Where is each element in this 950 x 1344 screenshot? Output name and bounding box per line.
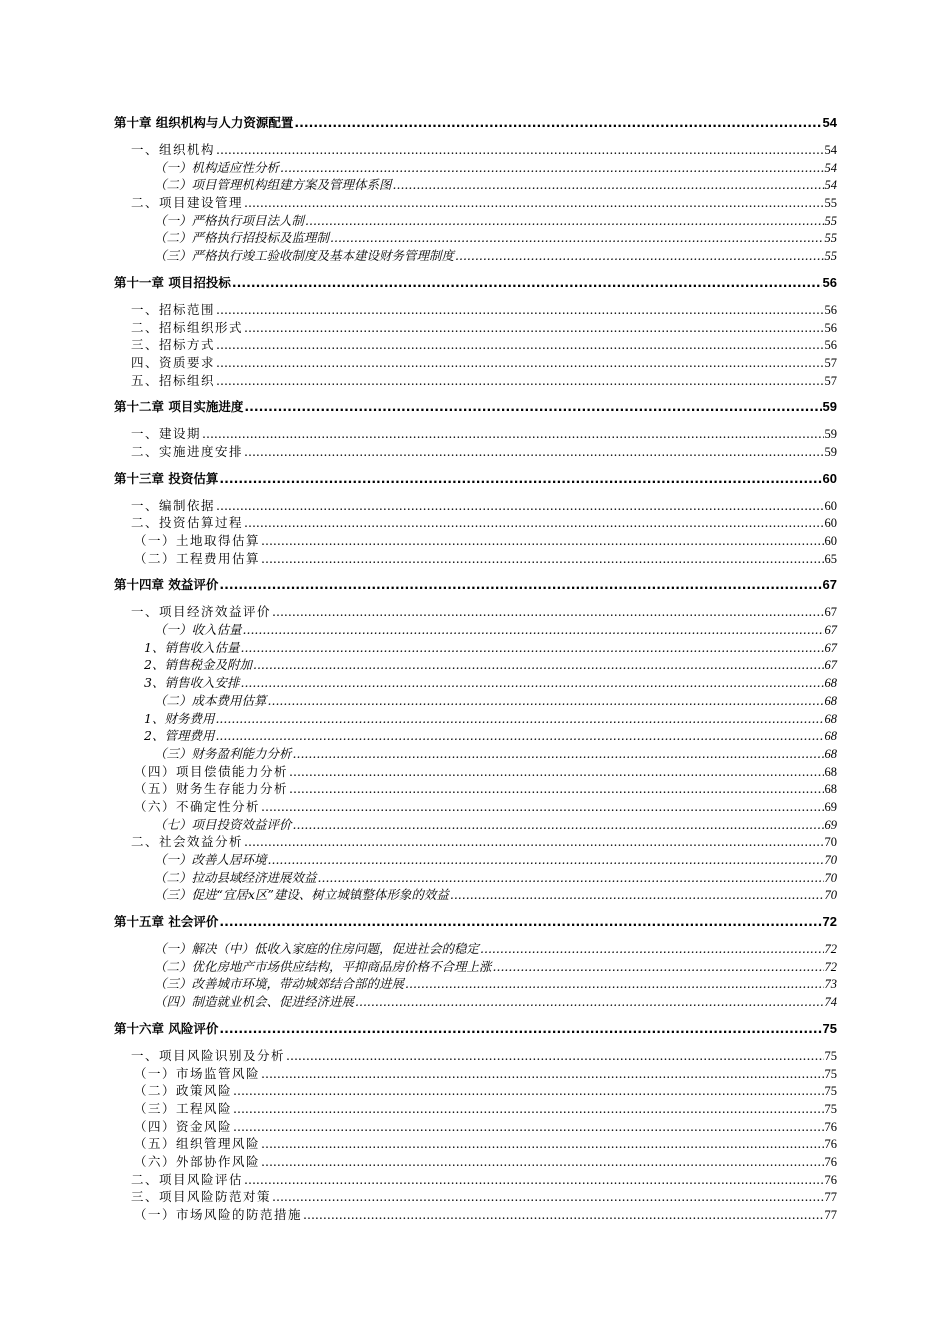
toc-page-number: 76 — [824, 1172, 837, 1187]
dot-leader — [216, 337, 823, 352]
toc-entry[interactable] — [114, 815, 837, 833]
toc-entry[interactable] — [114, 496, 837, 514]
dot-leader — [219, 914, 821, 929]
toc-entry-title: 第十章 组织机构与人力资源配置 — [114, 115, 294, 130]
dot-leader — [202, 426, 823, 441]
dot-leader — [493, 959, 824, 974]
toc-entry-title: （四）资金风险 — [134, 1118, 233, 1134]
toc-page-number: 57 — [824, 373, 837, 388]
toc-page-number: 75 — [824, 1084, 837, 1099]
toc-chapter-entry[interactable] — [114, 273, 837, 291]
toc-page-number: 56 — [822, 274, 837, 290]
dot-leader — [293, 746, 824, 761]
dot-leader — [240, 675, 823, 690]
toc-page-number: 70 — [824, 888, 837, 903]
toc-page-number: 72 — [822, 914, 837, 930]
dot-leader — [240, 640, 823, 655]
dot-leader — [219, 577, 821, 592]
dot-leader — [244, 320, 823, 335]
toc-entry[interactable] — [114, 549, 837, 567]
toc-entry-title: （五）财务生存能力分析 — [134, 781, 289, 797]
toc-entry[interactable] — [114, 655, 837, 673]
toc-entry[interactable] — [114, 868, 837, 886]
toc-entry-title: （七）项目投资效益评价 — [154, 816, 292, 832]
toc-entry[interactable] — [114, 1099, 837, 1117]
toc-entry[interactable] — [114, 424, 837, 442]
dot-leader — [303, 1207, 823, 1222]
toc-entry-title: 二、项目建设管理 — [131, 195, 244, 211]
toc-entry-title: （二）拉动县域经济进展效益 — [154, 869, 317, 885]
toc-entry[interactable] — [114, 885, 837, 903]
toc-entry-title: （三）严格执行竣工验收制度及基本建设财务管理制度 — [154, 248, 455, 264]
toc-page-number: 54 — [824, 143, 837, 157]
toc-entry-title: 第十三章 投资估算 — [114, 470, 219, 486]
toc-entry[interactable] — [114, 211, 837, 229]
toc-page-number: 54 — [824, 178, 837, 193]
toc-entry-title: 第十五章 社会评价 — [114, 914, 219, 930]
toc-page-number: 68 — [824, 676, 837, 691]
toc-chapter-entry[interactable] — [114, 113, 837, 131]
toc-page-number: 76 — [824, 1154, 837, 1169]
toc-page-number: 75 — [824, 1048, 837, 1063]
toc-page-number: 55 — [824, 231, 837, 246]
toc-page-number: 77 — [824, 1208, 837, 1222]
toc-entry[interactable] — [114, 620, 837, 638]
toc-page-number: 59 — [824, 444, 837, 459]
toc-page-number: 69 — [824, 817, 837, 832]
toc-entry-title: （二）工程费用估算 — [134, 550, 261, 566]
dot-leader — [355, 994, 823, 1009]
dot-leader — [216, 355, 823, 370]
toc-entry-title: 四、资质要求 — [131, 354, 216, 370]
toc-entry[interactable] — [114, 744, 837, 762]
toc-entry-title: 二、项目风险评估 — [131, 1171, 244, 1187]
toc-entry-title: （三）促进“宜居x区”建设、树立城镇整体形象的效益 — [154, 887, 449, 903]
toc-entry-title: 1、销售收入估量 — [144, 639, 240, 655]
toc-entry[interactable] — [114, 709, 837, 727]
toc-page-number: 76 — [824, 1137, 837, 1152]
toc-entry[interactable] — [114, 353, 837, 371]
toc-entry[interactable] — [114, 1081, 837, 1099]
toc-entry[interactable] — [114, 939, 837, 957]
toc-chapter-entry[interactable] — [114, 397, 837, 415]
toc-entry-title: （一）土地取得估算 — [134, 533, 261, 548]
dot-leader — [244, 1172, 823, 1187]
toc-page-number: 67 — [824, 640, 837, 655]
dot-leader — [268, 852, 824, 867]
toc-entry-title: 一、组织机构 — [131, 142, 216, 157]
toc-page-number: 54 — [824, 160, 837, 175]
toc-entry[interactable] — [114, 531, 837, 549]
toc-page-number: 68 — [824, 782, 837, 797]
dot-leader — [305, 213, 823, 228]
toc-entry-title: 第十一章 项目招投标 — [114, 274, 231, 290]
dot-leader — [455, 248, 823, 263]
toc-entry-title: （二）政策风险 — [134, 1083, 233, 1099]
dot-leader — [215, 711, 823, 726]
toc-entry[interactable] — [114, 158, 837, 176]
toc-entry-title: 二、实施进度安排 — [131, 443, 244, 459]
dot-leader — [216, 373, 823, 388]
toc-entry-title: 三、项目风险防范对策 — [131, 1189, 272, 1205]
toc-entry-title: （三）财务盈利能力分析 — [154, 745, 292, 761]
dot-leader — [244, 444, 823, 459]
toc-page-number: 68 — [824, 764, 837, 779]
toc-page-number: 56 — [824, 302, 837, 317]
toc-entry-title: （一）市场风险的防范措施 — [134, 1207, 303, 1222]
toc-entry[interactable] — [114, 140, 837, 158]
toc-chapter-entry[interactable] — [114, 469, 837, 487]
toc-page-number: 60 — [822, 470, 837, 486]
toc-entry[interactable] — [114, 957, 837, 975]
dot-leader — [280, 160, 823, 175]
toc-chapter-entry[interactable] — [114, 912, 837, 930]
toc-entry-title: （一）收入估量 — [154, 622, 242, 638]
toc-entry[interactable] — [114, 779, 837, 797]
toc-entry-title: （二）项目管理机构组建方案及管理体系图 — [154, 177, 392, 193]
dot-leader — [289, 764, 823, 779]
toc-entry[interactable] — [114, 371, 837, 389]
dot-leader — [318, 870, 824, 885]
dot-leader — [233, 1119, 823, 1134]
dot-leader — [268, 693, 824, 708]
dot-leader — [286, 1048, 823, 1063]
toc-chapter-entry[interactable] — [114, 575, 837, 593]
dot-leader — [233, 1083, 823, 1098]
toc-page-number: 72 — [824, 942, 837, 957]
toc-page-number: 68 — [824, 711, 837, 726]
dot-leader — [244, 834, 823, 849]
toc-page-number: 67 — [822, 577, 837, 593]
toc-page-number: 73 — [824, 977, 837, 992]
toc-page-number: 76 — [824, 1119, 837, 1134]
table-of-contents — [114, 113, 837, 1223]
dot-leader — [244, 515, 823, 530]
toc-page-number: 55 — [824, 249, 837, 264]
dot-leader — [450, 887, 824, 902]
toc-entry[interactable] — [114, 318, 837, 336]
toc-page-number: 74 — [824, 995, 837, 1010]
dot-leader — [216, 142, 823, 157]
toc-entry[interactable] — [114, 335, 837, 353]
toc-entry[interactable] — [114, 1134, 837, 1152]
toc-entry[interactable] — [114, 832, 837, 850]
toc-page-number: 70 — [824, 835, 837, 850]
toc-page-number: 70 — [824, 853, 837, 867]
toc-entry-title: （一）严格执行项目法人制 — [154, 212, 305, 228]
toc-page-number: 57 — [824, 355, 837, 370]
toc-page-number: 56 — [824, 338, 837, 353]
toc-page-number: 67 — [824, 658, 837, 673]
dot-leader — [253, 657, 824, 672]
toc-entry-title: 五、招标组织 — [131, 372, 216, 388]
toc-page-number: 70 — [824, 870, 837, 885]
dot-leader — [294, 115, 821, 130]
toc-entry-title: 3、销售收入安排 — [144, 675, 240, 691]
toc-entry[interactable] — [114, 442, 837, 460]
toc-entry-title: （一）改善人居环境 — [154, 852, 267, 867]
dot-leader — [261, 1136, 823, 1151]
dot-leader — [261, 533, 823, 548]
toc-entry-title: 2、销售税金及附加 — [144, 657, 252, 673]
dot-leader — [261, 1154, 823, 1169]
toc-entry-title: 一、项目经济效益评价 — [131, 604, 272, 620]
toc-page-number: 68 — [824, 693, 837, 708]
dot-leader — [215, 728, 823, 743]
toc-entry[interactable] — [114, 513, 837, 531]
toc-page-number: 68 — [824, 746, 837, 761]
toc-entry-title: 二、社会效益分析 — [131, 834, 244, 850]
toc-entry[interactable] — [114, 850, 837, 868]
toc-entry[interactable] — [114, 1152, 837, 1170]
dot-leader — [216, 498, 823, 513]
dot-leader — [289, 781, 823, 796]
dot-leader — [219, 1021, 821, 1036]
toc-page-number: 60 — [824, 516, 837, 531]
toc-page-number: 75 — [824, 1101, 837, 1116]
dot-leader — [243, 622, 824, 637]
toc-entry[interactable] — [114, 228, 837, 246]
toc-entry-title: 二、招标组织形式 — [131, 319, 244, 335]
toc-page-number: 55 — [824, 213, 837, 228]
toc-entry-title: 2、管理费用 — [144, 728, 215, 744]
toc-entry[interactable] — [114, 602, 837, 620]
toc-entry-title: 第十二章 项目实施进度 — [114, 399, 244, 415]
toc-entry[interactable] — [114, 762, 837, 780]
toc-entry-title: （一）市场监管风险 — [134, 1065, 261, 1081]
dot-leader — [272, 1189, 823, 1204]
toc-entry-title: （六）外部协作风险 — [134, 1153, 261, 1169]
toc-entry[interactable] — [114, 1170, 837, 1188]
toc-entry-title: （五）组织管理风险 — [134, 1136, 261, 1152]
toc-page-number: 72 — [824, 959, 837, 974]
dot-leader — [216, 302, 823, 317]
toc-entry[interactable] — [114, 1187, 837, 1205]
toc-page-number: 60 — [824, 534, 837, 548]
dot-leader — [480, 941, 823, 956]
toc-entry[interactable] — [114, 1205, 837, 1223]
dot-leader — [244, 195, 823, 210]
toc-page-number: 54 — [822, 115, 837, 130]
dot-leader — [232, 275, 822, 290]
toc-entry-title: （六）不确定性分析 — [134, 798, 261, 814]
toc-entry[interactable] — [114, 638, 837, 656]
toc-entry[interactable] — [114, 1117, 837, 1135]
toc-entry-title: （二）成本费用估算 — [154, 692, 267, 708]
dot-leader — [261, 551, 823, 566]
toc-entry-title: 二、投资估算过程 — [131, 515, 244, 531]
toc-chapter-entry[interactable] — [114, 1019, 837, 1037]
dot-leader — [261, 799, 823, 814]
toc-entry-title: （四）制造就业机会、促进经济进展 — [154, 994, 355, 1010]
toc-entry-title: （四）项目偿债能力分析 — [134, 763, 289, 779]
toc-entry[interactable] — [114, 1064, 837, 1082]
toc-entry-title: 一、项目风险识别及分析 — [131, 1047, 286, 1063]
toc-entry[interactable] — [114, 974, 837, 992]
dot-leader — [272, 604, 823, 619]
dot-leader — [330, 230, 823, 245]
toc-page-number: 77 — [824, 1190, 837, 1205]
toc-entry-title: （一）解决（中）低收入家庭的住房问题，促进社会的稳定 — [154, 941, 480, 957]
toc-entry-title: （三）改善城市环境，带动城郊结合部的进展 — [154, 976, 405, 992]
dot-leader — [244, 399, 821, 414]
toc-entry[interactable] — [114, 175, 837, 193]
dot-leader — [393, 177, 824, 192]
toc-page-number: 68 — [824, 729, 837, 744]
toc-page-number: 75 — [824, 1066, 837, 1081]
dot-leader — [261, 1066, 823, 1081]
toc-page-number: 56 — [824, 320, 837, 335]
toc-page-number: 75 — [822, 1020, 837, 1036]
toc-entry-title: 一、编制依据 — [131, 497, 216, 513]
dot-leader — [293, 817, 824, 832]
toc-page-number: 67 — [824, 623, 837, 638]
toc-entry-title: （一）机构适应性分析 — [154, 159, 280, 175]
dot-leader — [405, 976, 823, 991]
toc-page-number: 59 — [822, 399, 837, 415]
toc-entry-title: 三、招标方式 — [131, 337, 216, 353]
toc-entry-title: 第十四章 效益评价 — [114, 577, 219, 593]
toc-entry[interactable] — [114, 797, 837, 815]
dot-leader — [219, 471, 821, 486]
toc-entry[interactable] — [114, 992, 837, 1010]
toc-entry[interactable] — [114, 726, 837, 744]
toc-entry[interactable] — [114, 691, 837, 709]
toc-page-number: 55 — [824, 196, 837, 211]
toc-entry[interactable] — [114, 246, 837, 264]
toc-entry-title: 第十六章 风险评价 — [114, 1020, 219, 1036]
toc-page-number: 69 — [824, 799, 837, 814]
toc-entry[interactable] — [114, 673, 837, 691]
toc-entry-title: （三）工程风险 — [134, 1100, 233, 1116]
toc-page-number: 60 — [824, 498, 837, 513]
toc-entry-title: 一、招标范围 — [131, 301, 216, 317]
dot-leader — [233, 1101, 823, 1116]
toc-entry-title: 一、建设期 — [131, 426, 202, 442]
toc-entry[interactable] — [114, 300, 837, 318]
toc-entry-title: 1、财务费用 — [144, 710, 215, 726]
toc-page-number: 65 — [824, 551, 837, 566]
toc-page-number: 59 — [824, 427, 837, 442]
toc-page-number: 67 — [824, 605, 837, 620]
toc-entry[interactable] — [114, 1046, 837, 1064]
toc-entry-title: （二）严格执行招投标及监理制 — [154, 230, 330, 246]
toc-entry[interactable] — [114, 193, 837, 211]
toc-entry-title: （二）优化房地产市场供应结构，平抑商品房价格不合理上涨 — [154, 958, 492, 974]
